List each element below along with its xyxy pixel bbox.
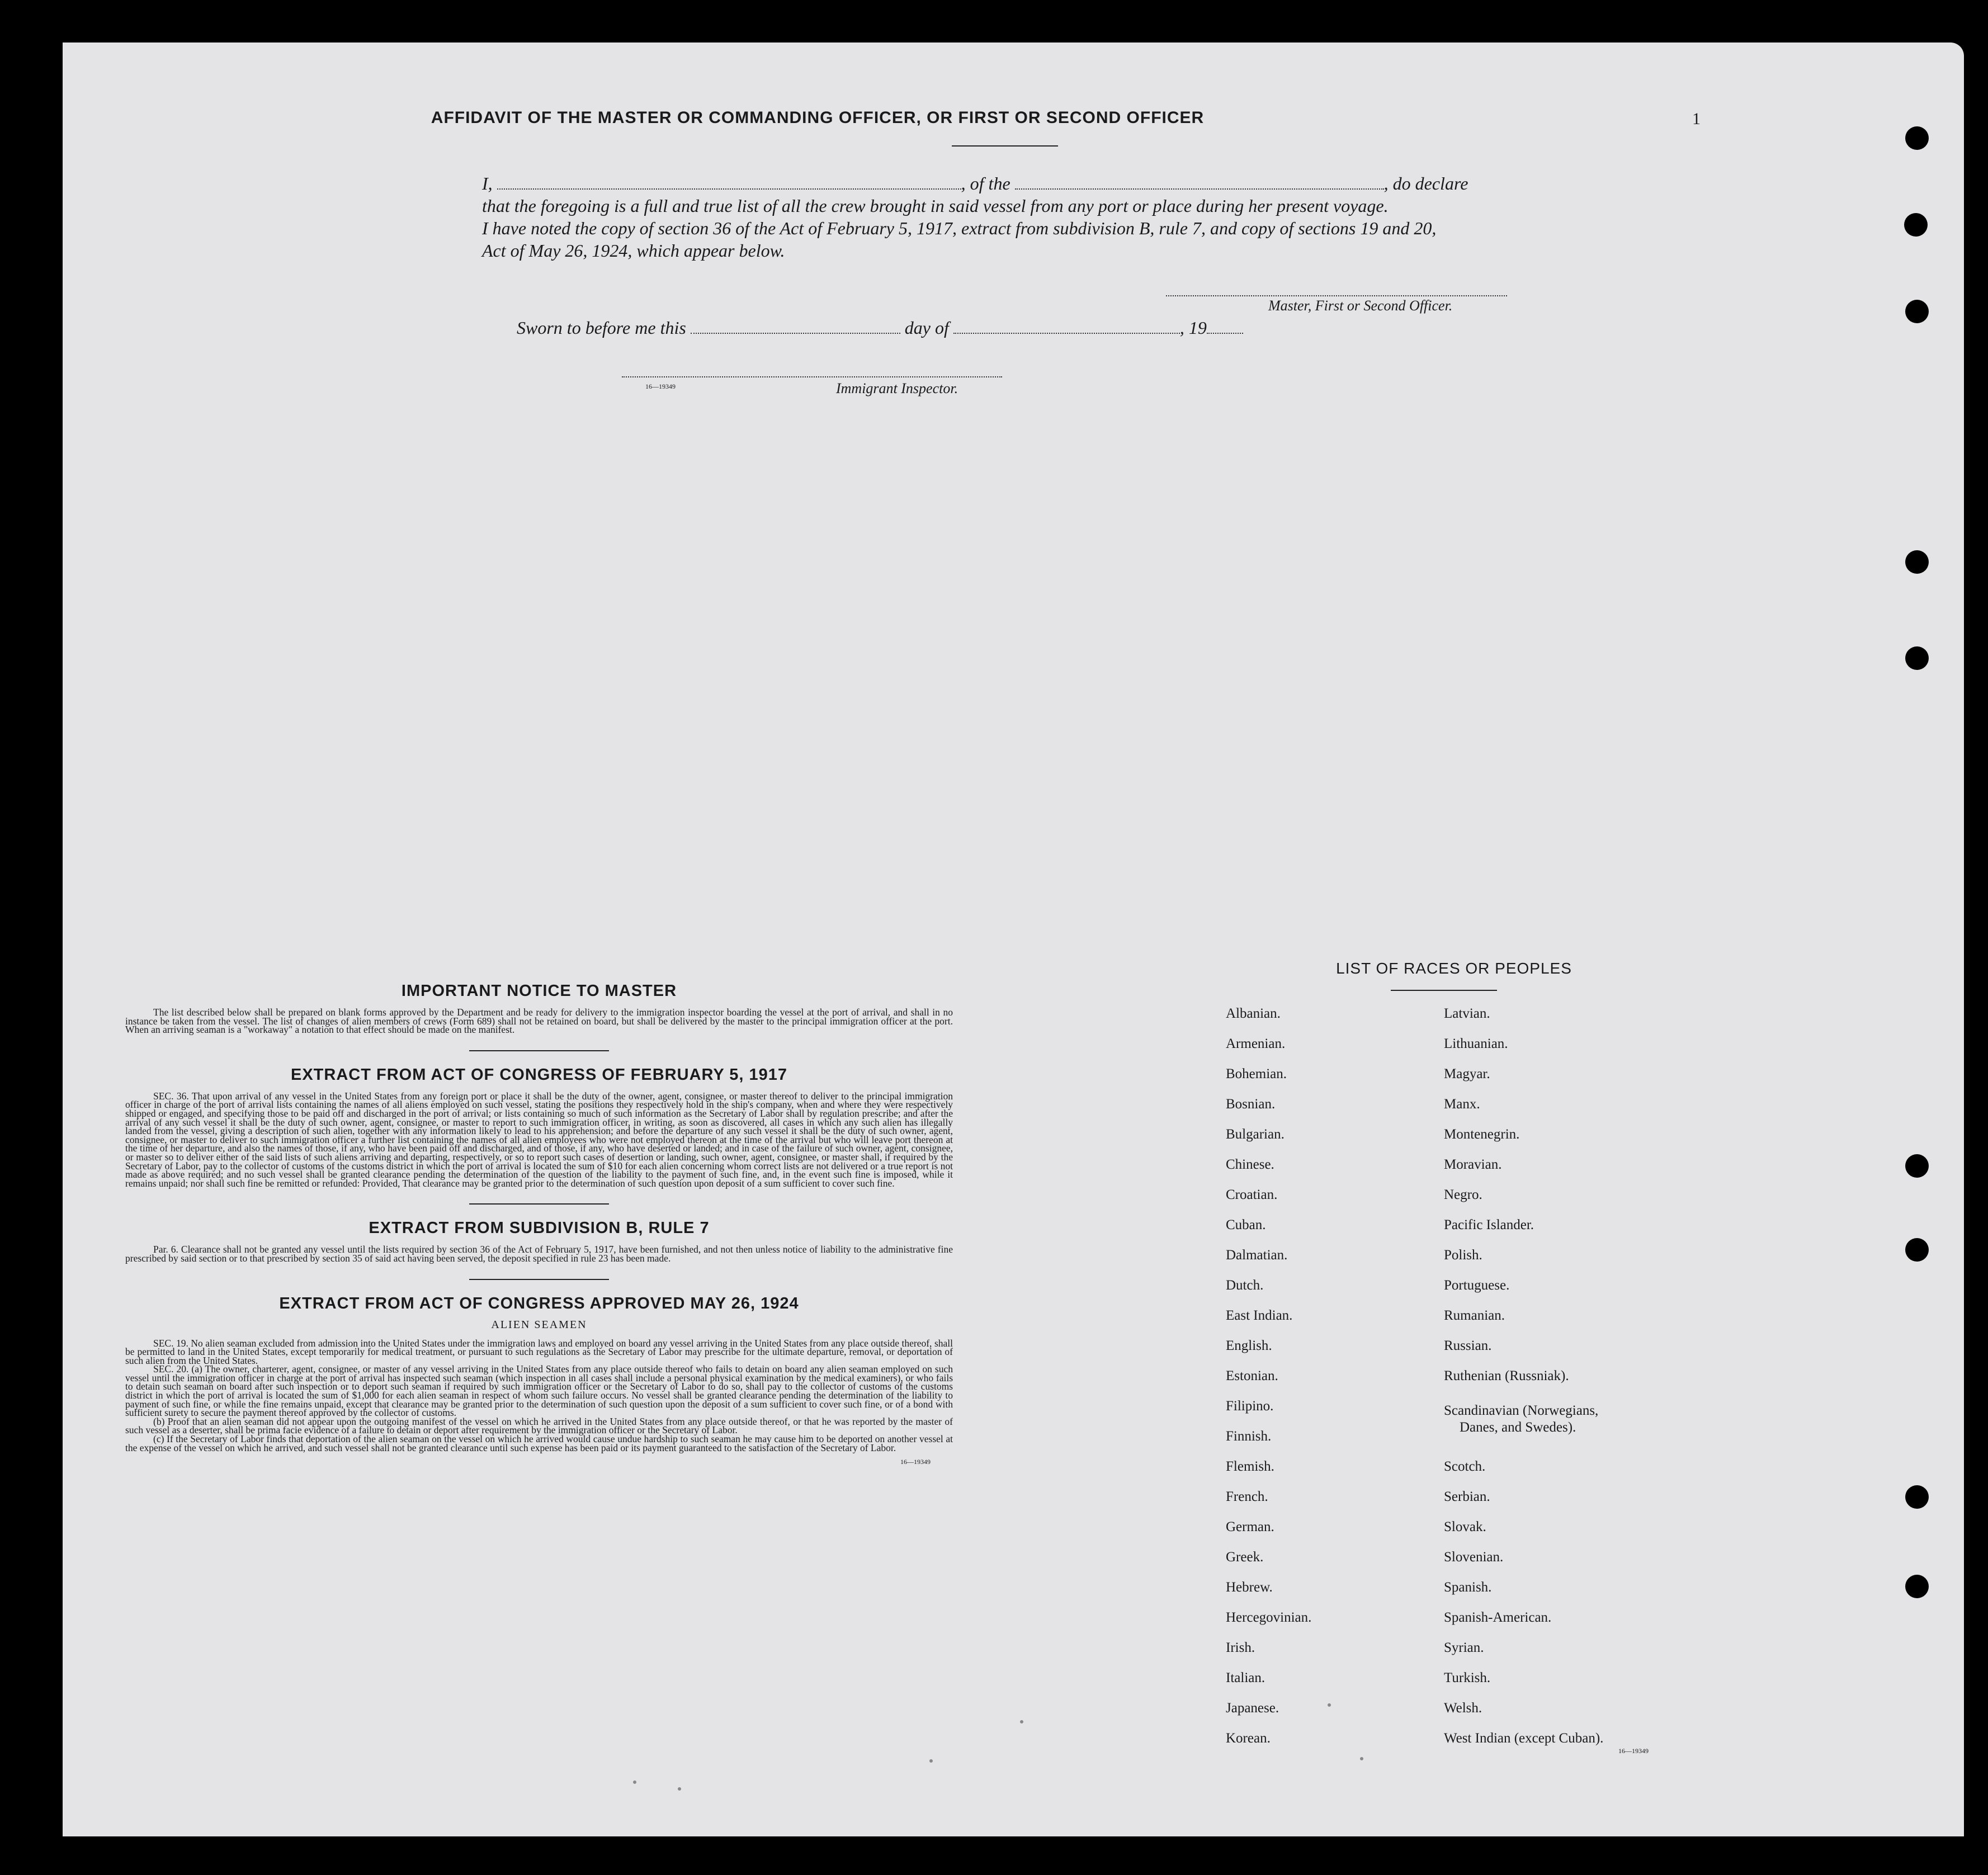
race-item: Magyar.: [1444, 1066, 1490, 1081]
page-mark: 1: [1692, 110, 1701, 128]
race-item: German.: [1226, 1519, 1274, 1534]
section-rule: [469, 1050, 609, 1051]
form-number: 16—19349: [1618, 1747, 1649, 1755]
race-item: Bohemian.: [1226, 1066, 1287, 1081]
race-item: Syrian.: [1444, 1640, 1484, 1655]
sec-20a-text: SEC. 20. (a) The owner, charterer, agent, consignee, or master of any vessel arriving in the United States from any place outside thereof who fails to detain on board any alien seaman employed on such vessel until the immigration officer in charge at the port of arrival has inspected such seaman (which inspection in all cases shall include a personal physical examination by the medical examiners), or who fails to detain such seaman on board after such inspection or to deport such seaman if required by such immigration officer or the Secretary of Labor to do so, shall pay to the collector of customs of the customs district in which the port of arrival is located the sum of $1,000 for each alien seaman in respect of whom such failure occurs. No vessel shall be granted clearance pending the determination of the liability to payment of such fine, or while the fine remains unpaid, except that clearance may be granted prior to the determination of such question upon the deposit of a sum sufficient to cover such fine, or of a bond with sufficient surety to secure the payment thereof approved by the collector of customs.: [125, 1363, 953, 1419]
race-item: Chinese.: [1226, 1157, 1274, 1172]
extract-1924-title: EXTRACT FROM ACT OF CONGRESS APPROVED MAY 26, 1924: [279, 1294, 799, 1312]
year-prefix: , 19: [1179, 318, 1207, 338]
sworn-month-field[interactable]: [953, 325, 1180, 334]
binder-hole: [1905, 126, 1929, 150]
notice-title: IMPORTANT NOTICE TO MASTER: [401, 982, 677, 1000]
race-item: Scandinavian (Norwegians,: [1444, 1403, 1599, 1418]
race-item: East Indian.: [1226, 1308, 1293, 1323]
sec-20c-text: (c) If the Secretary of Labor finds that deportation of the alien seaman on the vessel on which he arrived would cause undue hardship to such seaman he may cause him to be deported on another vessel at the expense of the vessel on which he arrived, and such vessel shall not be granted clearance until such expense has been paid or its payment guaranteed to the satisfaction of the Secretary of Labor.: [125, 1433, 953, 1453]
affidavit-line-3: I have noted the copy of section 36 of the Act of February 5, 1917, extract from subdivision B, rule 7, and copy of sections 19 and 20,: [482, 218, 1437, 238]
race-item: Italian.: [1226, 1670, 1265, 1685]
race-item: English.: [1226, 1338, 1272, 1353]
sworn-prefix: Sworn to before me this: [517, 318, 686, 338]
binder-hole: [1905, 550, 1929, 574]
race-item: Korean.: [1226, 1731, 1271, 1746]
extract-rule7-title: EXTRACT FROM SUBDIVISION B, RULE 7: [369, 1219, 710, 1238]
race-item: Spanish-American.: [1444, 1610, 1552, 1625]
race-item: Manx.: [1444, 1097, 1480, 1112]
sworn-day-field[interactable]: [691, 325, 900, 334]
race-item: Danes, and Swedes).: [1460, 1420, 1576, 1435]
race-item: Bulgarian.: [1226, 1127, 1285, 1142]
race-item: Japanese.: [1226, 1701, 1279, 1716]
sec-19-text: SEC. 19. No alien seaman excluded from admission into the United States under the immigration laws and employed on board any vessel arriving in the United States from any place outside thereof, shall be permitted to land in the United States, except temporarily for medical treatment, or pursuant to such regulations as the Secretary of Labor may prescribe for the ultimate departure, removal, or deportation of such alien from the United States.: [125, 1337, 953, 1366]
binder-hole: [1905, 1154, 1929, 1178]
name-field[interactable]: [497, 181, 961, 190]
declare-prefix: I,: [482, 173, 493, 193]
race-item: Armenian.: [1226, 1036, 1286, 1051]
race-item: Welsh.: [1444, 1701, 1482, 1716]
race-item: Dutch.: [1226, 1278, 1264, 1293]
alien-seamen-subtitle: ALIEN SEAMEN: [491, 1318, 587, 1331]
affidavit-line-4: Act of May 26, 1924, which appear below.: [482, 240, 785, 261]
speck: [1360, 1757, 1363, 1760]
race-item: Albanian.: [1226, 1006, 1281, 1021]
race-item: Finnish.: [1226, 1429, 1272, 1444]
do-declare-text: , do declare: [1383, 173, 1468, 193]
inspector-signature-field[interactable]: [622, 376, 1002, 377]
race-item: Flemish.: [1226, 1459, 1274, 1474]
race-item: Turkish.: [1444, 1670, 1491, 1685]
day-of-text: day of: [904, 318, 949, 338]
binder-hole: [1905, 1485, 1929, 1509]
race-item: Cuban.: [1226, 1217, 1266, 1232]
notice-column: [125, 982, 953, 1466]
race-item: Hebrew.: [1226, 1580, 1273, 1595]
speck: [633, 1780, 636, 1784]
speck: [1020, 1720, 1023, 1723]
race-item: Irish.: [1226, 1640, 1255, 1655]
race-item: Estonian.: [1226, 1368, 1278, 1383]
race-item: Hercegovinian.: [1226, 1610, 1312, 1625]
officer-signature-field[interactable]: [1166, 295, 1507, 296]
binder-hole: [1905, 646, 1929, 670]
form-number: 16—19349: [645, 382, 676, 390]
sworn-line: [517, 318, 1243, 338]
vessel-field[interactable]: [1015, 181, 1384, 190]
race-item: Slovenian.: [1444, 1550, 1504, 1565]
race-item: Polish.: [1444, 1248, 1482, 1263]
race-item: West Indian (except Cuban).: [1444, 1731, 1604, 1746]
binder-hole: [1905, 1575, 1929, 1598]
race-item: Rumanian.: [1444, 1308, 1505, 1323]
race-item: Pacific Islander.: [1444, 1217, 1534, 1232]
sworn-year-field[interactable]: [1207, 325, 1243, 334]
title-rule: [952, 145, 1058, 147]
affidavit-text: [482, 172, 1595, 262]
race-item: French.: [1226, 1489, 1268, 1504]
race-item: Scotch.: [1444, 1459, 1486, 1474]
speck: [678, 1787, 681, 1791]
notice-text: The list described below shall be prepared on blank forms approved by the Department and be ready for delivery to the immigration inspector boarding the vessel at the port of arrival, and shall in no instance be taken from the vessel. The list of changes of alien members of crews (Form 689) shall not be retained on board, but shall be delivered by the master to the principal immigration officer at the port. When an arriving seaman is a "workaway" a notation to that effect should be made on the manifest.: [125, 1007, 953, 1036]
affidavit-title: AFFIDAVIT OF THE MASTER OR COMMANDING OFFICER, OR FIRST OR SECOND OFFICER: [431, 108, 1205, 127]
race-item: Russian.: [1444, 1338, 1492, 1353]
extract-1917-title: EXTRACT FROM ACT OF CONGRESS OF FEBRUARY 5, 1917: [290, 1065, 788, 1084]
race-item: Latvian.: [1444, 1006, 1490, 1021]
speck: [1328, 1703, 1331, 1707]
speck: [929, 1759, 933, 1763]
race-item: Ruthenian (Russniak).: [1444, 1368, 1569, 1383]
extract-1917-text: SEC. 36. That upon arrival of any vessel in the United States from any foreign port or place it shall be the duty of the owner, agent, consignee, or master thereof to deliver to the principal immigration officer in charge of the port of arrival lists containing the names of all aliens employed on such vessel, stating the positions they respectively hold in the ship's company, when and where they were respectively shipped or engaged, and specifying those to be paid off and discharged in the port of arrival; or lists containing so much of such information as the Secretary of Labor shall by regulation prescribe; and after the arrival of any such vessel it shall be the duty of such owner, agent, consignee, or master to report to such immigration officer, in writing, as soon as discovered, all cases in which any such alien has illegally landed from the vessel, giving a description of such alien, together with any information likely to lead to his apprehension; and before the departure of any such vessel it shall be the duty of such owner, agent, consignee, or master to deliver to such immigration officer a further list containing the names of all alien employees who were not employed thereon at the time of the arrival but who will leave port thereon at the time of her departure, and also the names of those, if any, who have been paid off and discharged, and of those, if any, who have deserted or landed; and in case of the failure of such owner, agent, consignee, or master so to deliver either of the said lists of such aliens arriving and departing, respectively, or so to report such cases of desertion or landing, such owner, agent, consignee, or master shall, if required by the Secretary of Labor, pay to the collector of customs of the customs district in which the port of arrival is located the sum of $10 for each alien concerning whom correct lists are not delivered or a true report is not made as above required; and no such vessel shall be granted clearance pending the determination of the question of the liability to the payment of such fine, and, in the event such fine is imposed, while it remains unpaid; nor shall such fine be remitted or refunded: Provided, That clearance may be granted prior to the determination of such question upon deposit of a sum sufficient to cover such fine.: [125, 1090, 953, 1189]
race-item: Greek.: [1226, 1550, 1264, 1565]
form-number: 16—19349: [900, 1458, 931, 1466]
binder-hole: [1905, 1238, 1929, 1262]
race-item: Spanish.: [1444, 1580, 1492, 1595]
extract-rule7-text: Par. 6. Clearance shall not be granted any vessel until the lists required by section 36 of the Act of February 5, 1917, have been furnished, and not then unless notice of liability to the administrative fine prescribed by said section or to that prescribed by section 35 of said act having been served, the deposit specified in rule 23 has been made.: [125, 1244, 953, 1264]
race-item: Croatian.: [1226, 1187, 1278, 1202]
inspector-label: Immigrant Inspector.: [836, 380, 958, 396]
of-the-text: , of the: [961, 173, 1010, 193]
section-rule: [469, 1279, 609, 1280]
race-item: Slovak.: [1444, 1519, 1486, 1534]
race-item: Bosnian.: [1226, 1097, 1276, 1112]
race-item: Montenegrin.: [1444, 1127, 1520, 1142]
race-item: Filipino.: [1226, 1399, 1274, 1414]
officer-label: Master, First or Second Officer.: [1268, 297, 1453, 314]
section-rule: [469, 1203, 609, 1205]
sec-20b-text: (b) Proof that an alien seaman did not appear upon the outgoing manifest of the vessel on which he arrived in the United States from any place outside thereof, or that he was reported by the master of such vessel as a deserter, shall be prima facie evidence of a failure to detain or deport after requirement by the immigration officer or the Secretary of Labor.: [125, 1415, 953, 1436]
form-page: [63, 42, 1964, 1836]
race-item: Dalmatian.: [1226, 1248, 1288, 1263]
race-item: Negro.: [1444, 1187, 1482, 1202]
races-title: LIST OF RACES OR PEOPLES: [1336, 960, 1572, 977]
declaration-line: [482, 172, 1595, 195]
binder-hole: [1904, 213, 1928, 237]
race-item: Lithuanian.: [1444, 1036, 1508, 1051]
binder-hole: [1905, 300, 1929, 323]
race-item: Moravian.: [1444, 1157, 1502, 1172]
affidavit-line-2: that the foregoing is a full and true list of all the crew brought in said vessel from any port or place during her present voyage.: [482, 196, 1389, 216]
races-title-rule: [1391, 990, 1497, 991]
race-item: Serbian.: [1444, 1489, 1490, 1504]
race-item: Portuguese.: [1444, 1278, 1510, 1293]
